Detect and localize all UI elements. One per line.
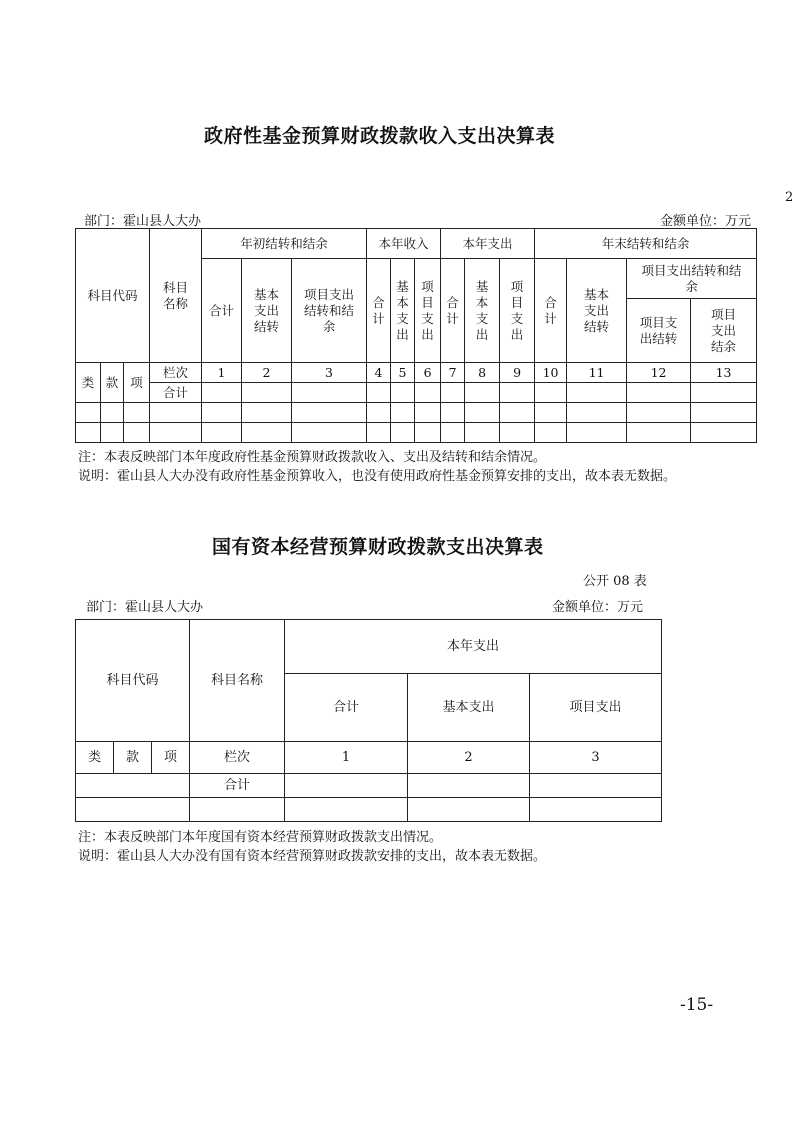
table1-explanation: 说明：霍山县人大办没有政府性基金预算收入，也没有使用政府性基金预算安排的支出，故本表无数据。	[78, 469, 677, 484]
table2-unit: 金额单位：万元	[552, 600, 644, 615]
table2-department: 部门：霍山县人大办	[86, 600, 204, 615]
t1-header-begin-balance: 年初结转和结余	[202, 229, 367, 259]
t1-end-total: 合计	[535, 259, 567, 363]
t1-colnum: 5	[391, 363, 415, 383]
t1-label-kuan: 款	[101, 363, 124, 403]
t2-colnum: 3	[530, 742, 662, 774]
t1-header-current-income: 本年收入	[367, 229, 441, 259]
t1-colnum: 9	[500, 363, 535, 383]
t1-colnum: 3	[292, 363, 367, 383]
table2-title: 国有资本经营预算财政拨款支出决算表	[212, 536, 544, 558]
t1-label-heji: 合计	[150, 383, 202, 403]
t1-colnum: 1	[202, 363, 242, 383]
table1-unit: 金额单位：万元	[660, 214, 752, 229]
table1-title: 政府性基金预算财政拨款收入支出决算表	[204, 125, 556, 147]
t1-empty-row	[76, 423, 757, 443]
table1-grid	[75, 228, 757, 443]
page-number: -15-	[680, 995, 714, 1015]
t1-header-end-balance: 年末结转和结余	[535, 229, 757, 259]
t1-income-total: 合计	[367, 259, 391, 363]
corner-mark: 2	[785, 190, 793, 205]
table1-department: 部门：霍山县人大办	[84, 214, 202, 229]
t1-header-subject-code: 科目代码	[76, 229, 150, 363]
t2-colnum: 2	[408, 742, 530, 774]
t2-header-total: 合计	[285, 674, 408, 742]
table2-explanation: 说明：霍山县人大办没有国有资本经营预算财政拨款安排的支出，故本表无数据。	[78, 849, 547, 864]
t1-end-project-surplus: 项目支出结余	[691, 299, 757, 363]
t1-income-basic: 基本支出	[391, 259, 415, 363]
t1-income-project: 项目支出	[415, 259, 441, 363]
t1-colnum: 10	[535, 363, 567, 383]
t1-header-current-expense: 本年支出	[441, 229, 535, 259]
t2-header-project: 项目支出	[530, 674, 662, 742]
t2-label-heji: 合计	[190, 774, 285, 798]
t1-label-xiang: 项	[124, 363, 150, 403]
t1-begin-basic: 基本支出结转	[242, 259, 292, 363]
t1-end-basic: 基本支出结转	[567, 259, 627, 363]
t1-begin-total: 合计	[202, 259, 242, 363]
t1-expense-basic: 基本支出	[465, 259, 500, 363]
t2-label-xiang: 项	[152, 742, 190, 774]
t1-empty-row	[76, 403, 757, 423]
t1-expense-project: 项目支出	[500, 259, 535, 363]
t2-label-lanci: 栏次	[190, 742, 285, 774]
t2-header-subject-name: 科目名称	[190, 620, 285, 742]
t1-colnum: 6	[415, 363, 441, 383]
t1-label-lanci: 栏次	[150, 363, 202, 383]
t1-label-lei: 类	[76, 363, 101, 403]
t1-total-row	[76, 383, 757, 403]
t1-end-project-carry: 项目支出结转	[627, 299, 691, 363]
t1-end-project-group: 项目支出结转和结余	[627, 259, 757, 299]
t2-colnum: 1	[285, 742, 408, 774]
t2-total-row	[76, 774, 662, 798]
table2-grid	[75, 619, 662, 822]
t2-label-lei: 类	[76, 742, 114, 774]
t2-header-current-expense: 本年支出	[285, 620, 662, 674]
t1-colnum: 13	[691, 363, 757, 383]
t2-empty-row	[76, 798, 662, 822]
t1-expense-total: 合计	[441, 259, 465, 363]
table2-form-no: 公开 08 表	[583, 574, 647, 589]
t2-header-subject-code: 科目代码	[76, 620, 190, 742]
t1-colnum: 7	[441, 363, 465, 383]
t1-colnum: 11	[567, 363, 627, 383]
t1-header-subject-name: 科目名称	[150, 229, 202, 363]
t1-begin-project: 项目支出结转和结余	[292, 259, 367, 363]
t1-colnum: 8	[465, 363, 500, 383]
t2-header-basic: 基本支出	[408, 674, 530, 742]
t1-colnum: 12	[627, 363, 691, 383]
t2-label-kuan: 款	[114, 742, 152, 774]
t1-colnum: 4	[367, 363, 391, 383]
table1-note: 注：本表反映部门本年度政府性基金预算财政拨款收入、支出及结转和结余情况。	[78, 450, 547, 465]
t1-colnum: 2	[242, 363, 292, 383]
table2-note: 注：本表反映部门本年度国有资本经营预算财政拨款支出情况。	[78, 830, 443, 845]
